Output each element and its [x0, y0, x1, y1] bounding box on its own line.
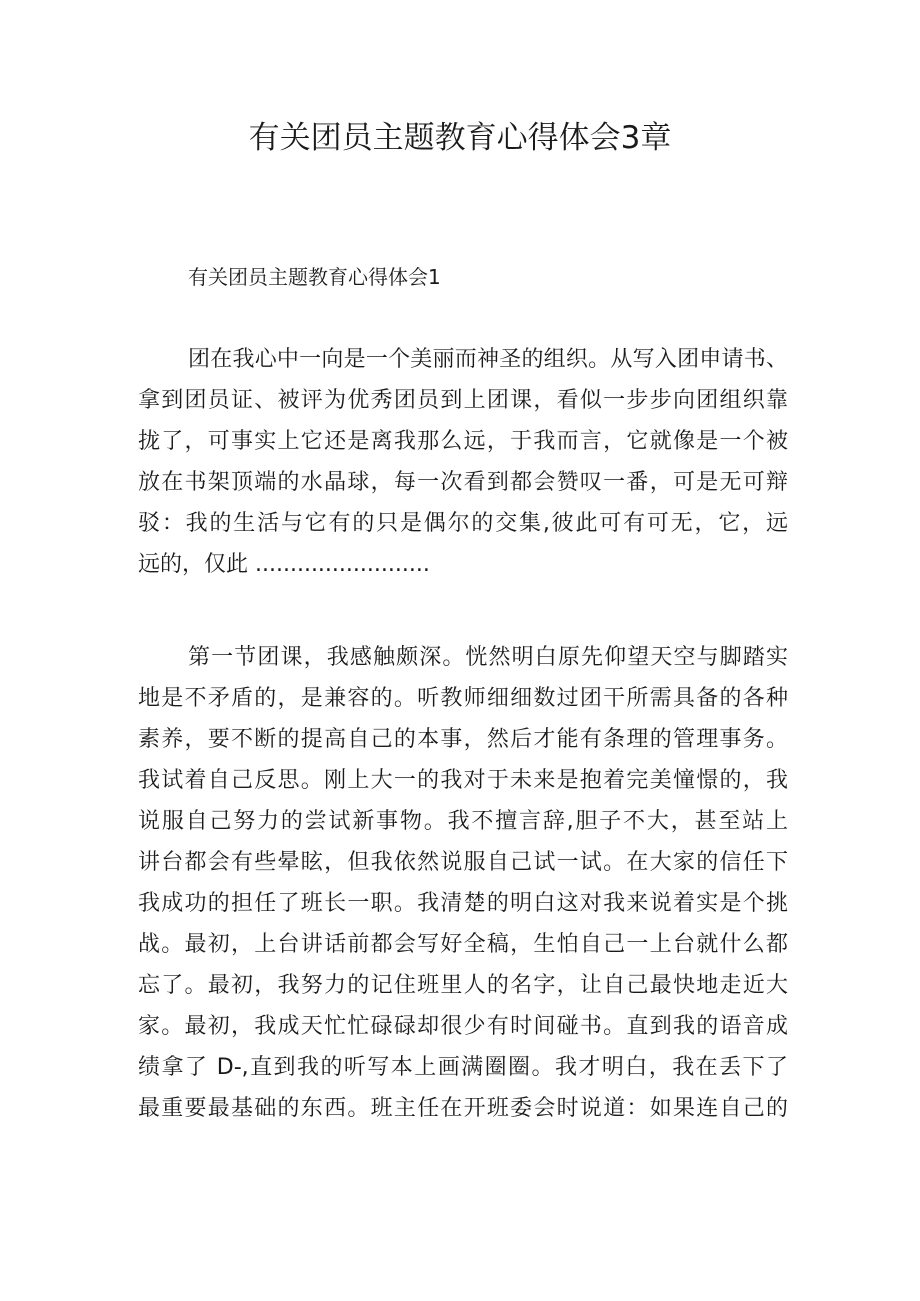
- paragraph-line: 最重要最基础的东西。班主任在开班委会时说道：如果连自己的: [138, 1096, 788, 1121]
- paragraph-2: [138, 637, 788, 1129]
- section-heading: 有关团员主题教育心得体会1: [188, 265, 441, 289]
- paragraph-line: 讲台都会有些晕眩，但我依然说服自己试一试。在大家的信任下: [138, 850, 788, 875]
- paragraph-line: 地是不矛盾的，是兼容的。听教师细细数过团干所需具备的各种: [138, 686, 788, 711]
- paragraph-line: 远的，仅此 .........................: [138, 552, 430, 577]
- paragraph-line: 忘了。最初，我努力的记住班里人的名字，让自己最快地走近大: [138, 973, 788, 998]
- paragraph-1: [138, 339, 788, 585]
- paragraph-line: 拿到团员证、被评为优秀团员到上团课，看似一步步向团组织靠: [138, 388, 788, 413]
- paragraph-line: 我试着自己反思。刚上大一的我对于未来是抱着完美憧憬的，我: [138, 768, 788, 793]
- paragraph-line: 团在我心中一向是一个美丽而神圣的组织。从写入团申请书、: [188, 347, 788, 372]
- paragraph-line: 战。最初，上台讲话前都会写好全稿，生怕自己一上台就什么都: [138, 932, 788, 957]
- paragraph-line: 家。最初，我成天忙忙碌碌却很少有时间碰书。直到我的语音成: [138, 1014, 788, 1039]
- paragraph-line: 驳：我的生活与它有的只是偶尔的交集,彼此可有可无，它，远: [138, 511, 788, 536]
- paragraph-line: 拢了，可事实上它还是离我那么远，于我而言，它就像是一个被: [138, 429, 788, 454]
- document-title: 有关团员主题教育心得体会3章: [248, 120, 672, 156]
- paragraph-line: 我成功的担任了班长一职。我清楚的明白这对我来说着实是个挑: [138, 891, 788, 916]
- paragraph-line: 第一节团课，我感触颇深。恍然明白原先仰望天空与脚踏实: [188, 645, 788, 670]
- paragraph-line: 放在书架顶端的水晶球，每一次看到都会赞叹一番，可是无可辩: [138, 470, 788, 495]
- paragraph-line: 绩拿了 D-,直到我的听写本上画满圈圈。我才明白，我在丢下了: [138, 1055, 788, 1080]
- paragraph-line: 说服自己努力的尝试新事物。我不擅言辞,胆子不大，甚至站上: [138, 809, 788, 834]
- paragraph-line: 素养，要不断的提高自己的本事，然后才能有条理的管理事务。: [138, 727, 788, 752]
